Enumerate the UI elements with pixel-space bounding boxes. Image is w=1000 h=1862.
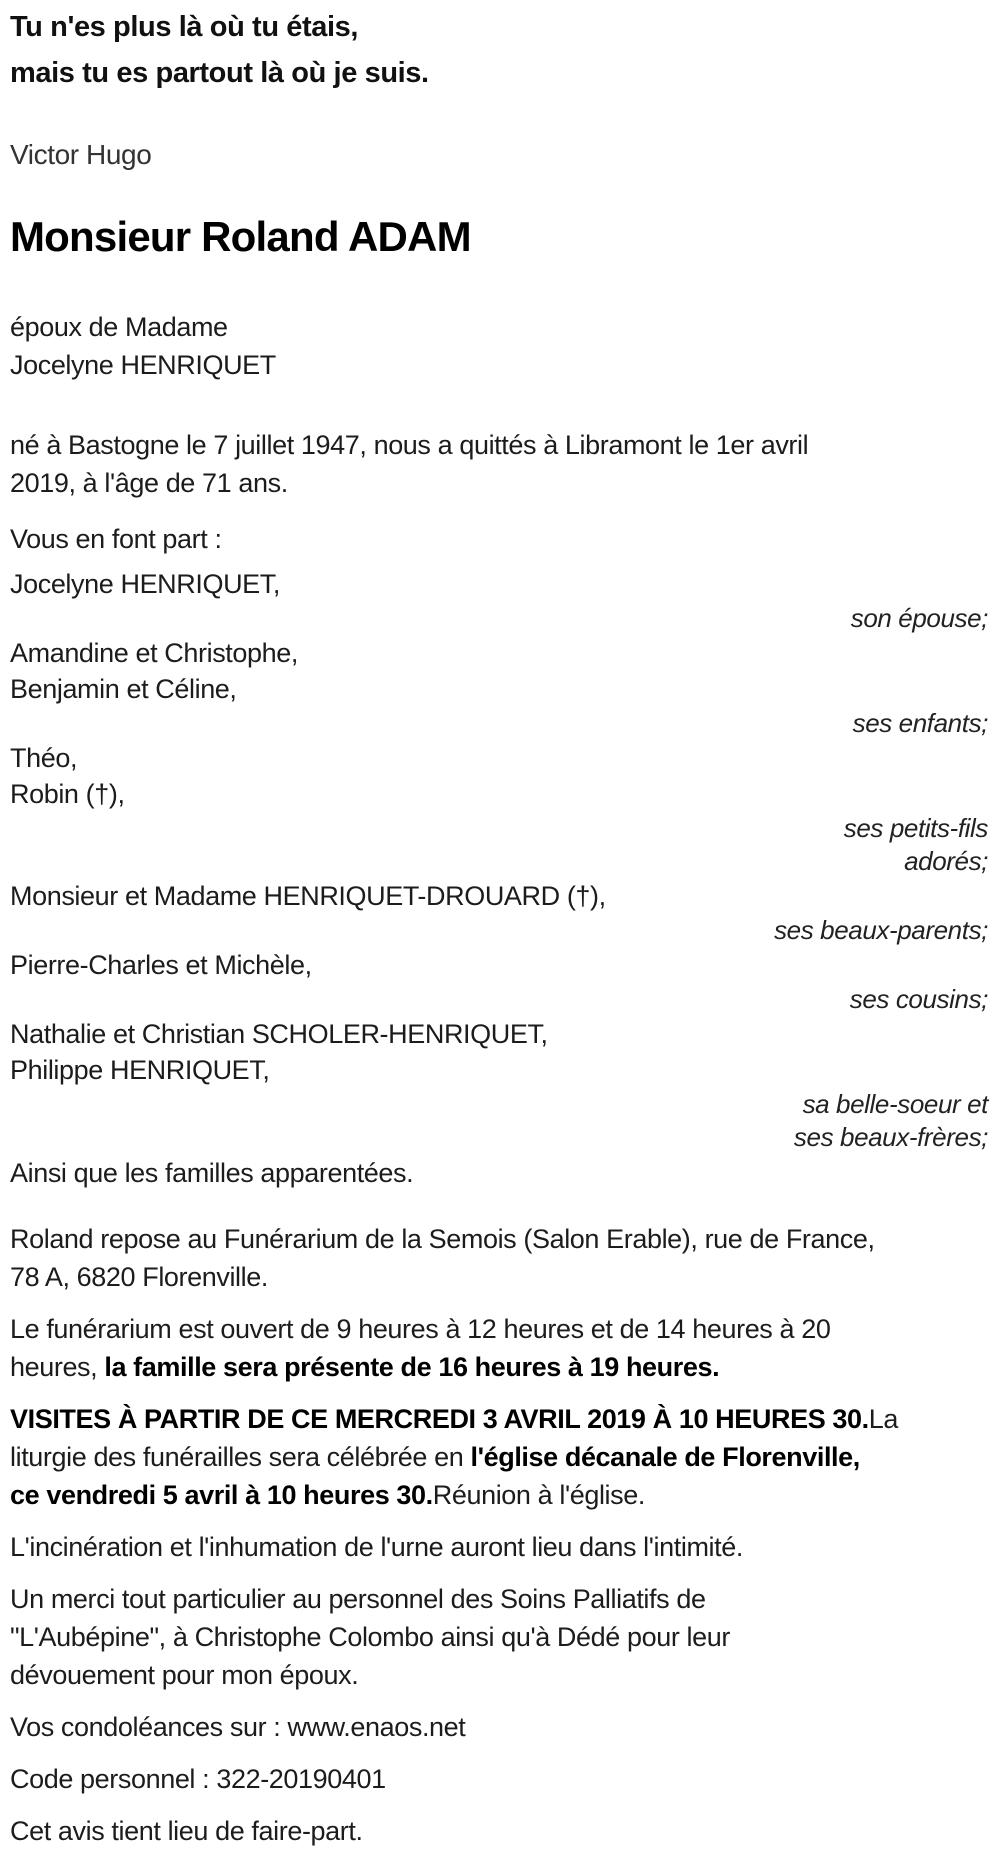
- text-segment: Réunion à l'église.: [432, 1480, 645, 1510]
- bold-text-segment: VISITES À PARTIR DE CE MERCREDI 3 AVRIL 2019 À 10 HEURES 30.: [10, 1404, 869, 1434]
- paragraph-line: [10, 1438, 988, 1476]
- text-segment: Cet avis tient lieu de faire-part.: [10, 1816, 363, 1846]
- text-segment: Roland repose au Funérarium de la Semois (Salon Erable), rue de France,: [10, 1224, 875, 1254]
- family-group-2: [10, 740, 988, 878]
- family-member-name: Benjamin et Céline,: [10, 674, 237, 704]
- text-segment: "L'Aubépine", à Christophe Colombo ainsi qu'à Dédé pour leur: [10, 1622, 730, 1652]
- paragraph-thanks-note: [10, 1580, 988, 1694]
- life-dates-line-2: 2019, à l'âge de 71 ans.: [10, 468, 288, 498]
- family-member-name: Nathalie et Christian SCHOLER-HENRIQUET,: [10, 1019, 548, 1049]
- paragraph-faire-part-note: [10, 1812, 988, 1850]
- family-group-3: [10, 878, 988, 947]
- family-member-name: Robin (†),: [10, 779, 125, 809]
- bold-text-segment: la famille sera présente de 16 heures à 19 heures.: [104, 1352, 720, 1382]
- family-relation-label: ses beaux-parents;: [774, 915, 988, 945]
- paragraph-line: [10, 1258, 988, 1296]
- family-relation-label: adorés;: [904, 846, 988, 876]
- text-segment: Code personnel : 322-20190401: [10, 1764, 386, 1794]
- bold-text-segment: l'église décanale de Florenville,: [470, 1442, 860, 1472]
- text-segment: La: [868, 1404, 898, 1434]
- paragraph-repose-location: [10, 1220, 988, 1296]
- paragraph-line: [10, 1220, 988, 1258]
- paragraph-line: [10, 1760, 988, 1798]
- life-dates-line-1: né à Bastogne le 7 juillet 1947, nous a quittés à Libramont le 1er avril: [10, 430, 809, 460]
- deceased-name-title: Monsieur Roland ADAM: [10, 213, 471, 260]
- paragraph-line: [10, 1708, 988, 1746]
- family-member-name: Théo,: [10, 743, 78, 773]
- paragraph-line: [10, 1310, 988, 1348]
- paragraph-line: [10, 1476, 988, 1514]
- family-member-name: Jocelyne HENRIQUET,: [10, 569, 280, 599]
- text-segment: Le funérarium est ouvert de 9 heures à 12 heures et de 14 heures à 20: [10, 1314, 831, 1344]
- family-relation-label: sa belle-soeur et: [802, 1089, 988, 1119]
- spouse-intro-line-1: époux de Madame: [10, 312, 228, 342]
- family-list: [10, 566, 988, 1154]
- life-dates: [10, 426, 988, 502]
- paragraph-funerarium-hours: [10, 1310, 988, 1386]
- family-group-1: [10, 635, 988, 740]
- paragraph-line: [10, 1400, 988, 1438]
- text-segment: dévouement pour mon époux.: [10, 1660, 359, 1690]
- paragraph-line: [10, 1580, 988, 1618]
- family-group-0: [10, 566, 988, 635]
- announcement-intro: Vous en font part :: [10, 524, 222, 554]
- quote-line-1: Tu n'es plus là où tu étais,: [10, 11, 359, 43]
- paragraph-line: [10, 1656, 988, 1694]
- paragraph-condolences-url: [10, 1708, 988, 1746]
- family-member-name: Monsieur et Madame HENRIQUET-DROUARD (†),: [10, 881, 606, 911]
- paragraph-visits-and-liturgy: [10, 1400, 988, 1514]
- paragraph-line: [10, 1812, 988, 1850]
- family-relation-label: son épouse;: [850, 603, 988, 633]
- paragraph-line: [10, 1348, 988, 1386]
- paragraph-incineration-note: [10, 1528, 988, 1566]
- paragraph-personal-code: [10, 1760, 988, 1798]
- quote-author: Victor Hugo: [10, 139, 152, 170]
- family-group-4: [10, 947, 988, 1016]
- family-relation-label: ses beaux-frères;: [793, 1122, 988, 1152]
- text-segment: Un merci tout particulier au personnel des Soins Palliatifs de: [10, 1584, 706, 1614]
- paragraph-line: [10, 1618, 988, 1656]
- text-segment: L'incinération et l'inhumation de l'urne auront lieu dans l'intimité.: [10, 1532, 743, 1562]
- family-relation-label: ses enfants;: [852, 708, 988, 738]
- spouse-intro: [10, 308, 988, 384]
- family-relation-label: ses petits-fils: [843, 813, 988, 843]
- families-closing-note: Ainsi que les familles apparentées.: [10, 1158, 414, 1188]
- text-segment: liturgie des funérailles sera célébrée en: [10, 1442, 471, 1472]
- family-member-name: Pierre-Charles et Michèle,: [10, 950, 312, 980]
- text-segment: Vos condoléances sur : www.enaos.net: [10, 1712, 466, 1742]
- family-member-name: Philippe HENRIQUET,: [10, 1055, 270, 1085]
- opening-quote: [10, 4, 988, 96]
- family-relation-label: ses cousins;: [849, 984, 988, 1014]
- body-paragraphs: [10, 1220, 988, 1850]
- quote-line-2: mais tu es partout là où je suis.: [10, 57, 429, 89]
- spouse-intro-line-2: Jocelyne HENRIQUET: [10, 350, 276, 380]
- text-segment: heures,: [10, 1352, 105, 1382]
- bold-text-segment: ce vendredi 5 avril à 10 heures 30.: [10, 1480, 433, 1510]
- text-segment: 78 A, 6820 Florenville.: [10, 1262, 268, 1292]
- family-member-name: Amandine et Christophe,: [10, 638, 298, 668]
- family-group-5: [10, 1016, 988, 1154]
- paragraph-line: [10, 1528, 988, 1566]
